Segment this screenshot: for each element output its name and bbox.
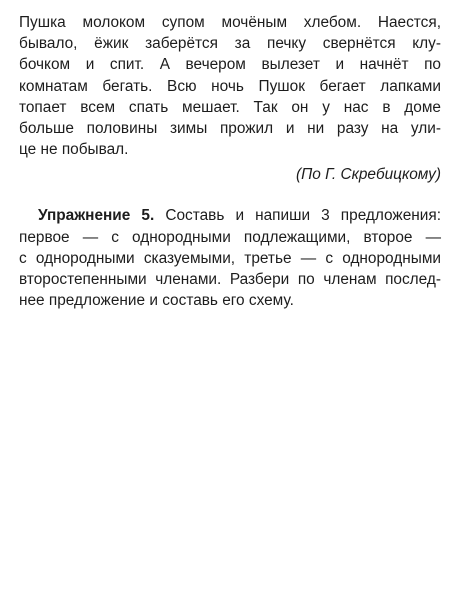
story-paragraph — [19, 12, 441, 160]
exercise-title: Упражнение 5. — [38, 207, 155, 225]
exercise-line: с однородными сказуемыми, третье — с однородными — [19, 249, 441, 267]
exercise-paragraph — [19, 205, 441, 311]
story-line: Пушка молоком супом мочёным хлебом. Наестся, — [19, 14, 441, 31]
exercise-line-text: Составь и напиши 3 предложения: — [154, 207, 441, 225]
story-line: больше половины зимы прожил и ни разу на ули- — [19, 120, 441, 138]
story-source: (По Г. Скребицкому) — [295, 166, 441, 184]
exercise-line: нее предложение и составь его схему. — [19, 292, 294, 310]
exercise-line: первое — с однородными подлежащими, второе — — [19, 228, 441, 246]
page-content — [19, 12, 441, 311]
exercise-line — [19, 205, 441, 226]
story-line: бывало, ёжик заберётся за печку свернётся клу- — [19, 35, 441, 53]
exercise-line: второстепенными членами. Разбери по членам послед- — [19, 271, 441, 289]
story-line: бочком и спит. А вечером вылезет и начнёт по — [19, 56, 441, 74]
story-line: це не побывал. — [19, 141, 129, 159]
story-line: комнатам бегать. Всю ночь Пушок бегает лапками — [19, 77, 441, 95]
story-line: топает всем спать мешает. Так он у нас в доме — [19, 98, 441, 116]
